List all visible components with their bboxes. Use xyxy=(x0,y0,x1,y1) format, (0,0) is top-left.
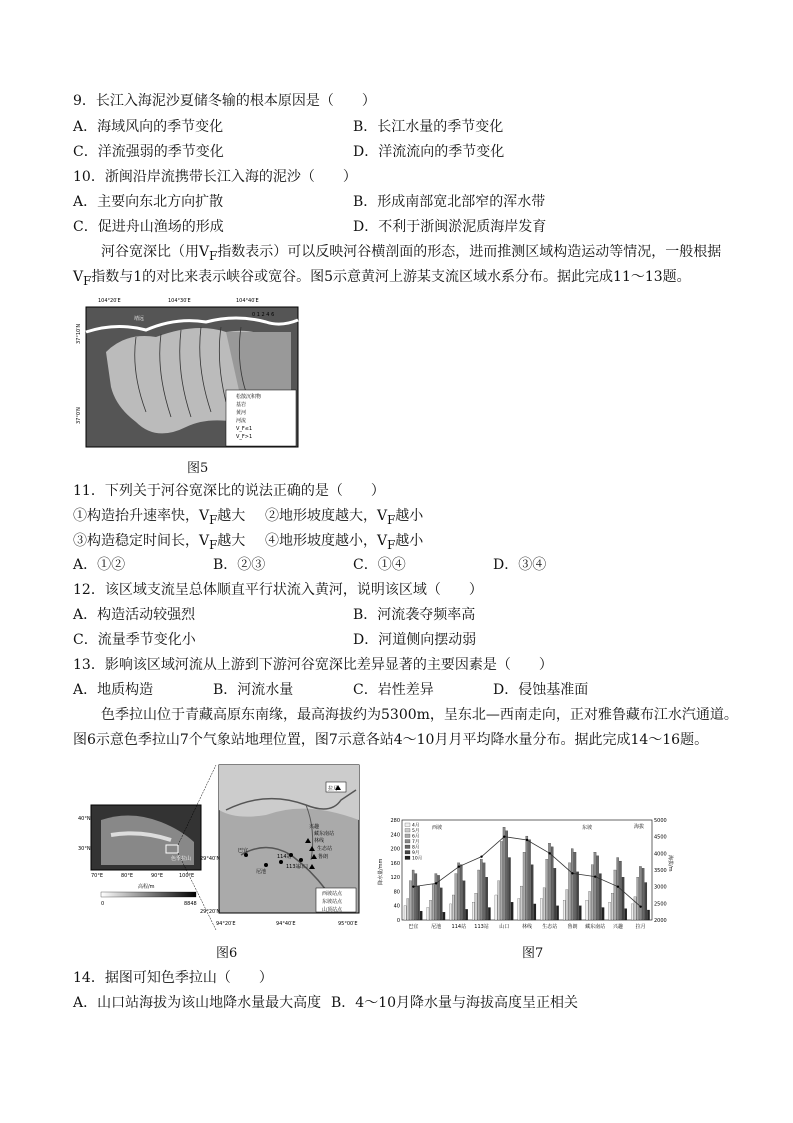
fig7-bar xyxy=(548,843,550,920)
q9-option-b: B．长江水量的季节变化 xyxy=(353,119,504,135)
fig7-west-label: 西坡 xyxy=(432,825,443,831)
q11-option-c: C．①④ xyxy=(353,557,406,573)
fig7-bar xyxy=(622,877,624,920)
fig7-bar xyxy=(625,909,627,920)
fig7-bar xyxy=(617,858,619,921)
fig6-station-8: 鲁朗 xyxy=(318,854,329,860)
fig7-bar xyxy=(556,906,558,920)
fig7-bar xyxy=(486,877,488,920)
q13-option-c: C．岩性差异 xyxy=(353,682,434,698)
fig5-lat-2: 37°0′N xyxy=(76,407,82,424)
fig7-legend-alt: 海拔 xyxy=(634,824,645,830)
q11-statement-4: ④地形坡度越小，$V_F$越小 xyxy=(265,533,424,552)
fig7-legend-swatch xyxy=(405,840,410,844)
fig7-bar xyxy=(463,881,465,920)
intro2-line1: 色季拉山位于青藏高原东南缘，最高海拔约为5300m，呈东北—西南走向，正对雅鲁藏布江水汽通道。 xyxy=(101,707,738,723)
fig7-bar xyxy=(511,902,513,920)
fig6-legend-3: 山顶站点 xyxy=(322,907,343,913)
fig7-bar xyxy=(518,899,520,920)
fig7-altitude-point xyxy=(480,855,482,857)
fig7-bar xyxy=(457,863,459,920)
fig5-legend-2: 基岩 xyxy=(236,402,247,408)
fig5-scale: 0 1 2 4 6 xyxy=(252,312,275,318)
fig7-bar xyxy=(488,908,490,921)
fig7-x-tick: 山口 xyxy=(499,924,510,930)
fig7-bar xyxy=(475,893,477,920)
fig7-bar xyxy=(460,865,462,920)
fig6-station-11: 拉月 xyxy=(328,786,339,792)
fig6-legend-1: 西坡站点 xyxy=(322,891,343,897)
fig7-bar xyxy=(472,902,474,920)
fig7-bar xyxy=(591,865,593,920)
fig7-x-tick: 鲁朗 xyxy=(567,924,578,930)
fig7-x-tick: 巴宜 xyxy=(408,924,419,930)
q11-option-b: B．②③ xyxy=(213,557,266,573)
fig5-lon-3: 104°40′E xyxy=(236,298,259,304)
fig6-station-2: 尼池 xyxy=(256,869,267,875)
fig7-bar xyxy=(563,900,565,920)
fig6-station-7: 生态站 xyxy=(317,846,333,852)
q11-option-a: A．①② xyxy=(73,557,126,573)
fig7-y-tick: 160 xyxy=(390,860,400,867)
fig7-bar xyxy=(576,872,578,920)
fig7-legend-swatch xyxy=(405,851,410,855)
fig7-x-tick: 生态站 xyxy=(542,924,558,930)
fig7-y-tick: 80 xyxy=(393,889,400,896)
fig6-map-lat-2: 29°20′N xyxy=(200,909,221,915)
fig7-bar xyxy=(551,847,553,920)
fig7-legend-swatch xyxy=(405,829,410,833)
q9-option-d: D．洋流流向的季节变化 xyxy=(353,144,505,160)
fig7-bar xyxy=(440,888,442,920)
fig7-legend-label: 10月 xyxy=(412,856,423,862)
figure6-map xyxy=(76,760,366,938)
fig7-altitude-point xyxy=(571,872,573,874)
q12-option-a: A．构造活动较强烈 xyxy=(73,607,196,623)
fig6-inset-lon-4: 100°E xyxy=(179,873,195,879)
fig7-bar xyxy=(455,874,457,920)
q9-option-c: C．洋流强弱的季节变化 xyxy=(73,144,224,160)
fig7-bar xyxy=(531,865,533,920)
q14-stem: 14．据图可知色季拉山（ ） xyxy=(73,970,273,986)
fig7-y-tick: 240 xyxy=(390,832,400,839)
fig7-bar xyxy=(609,902,611,920)
fig7-y2-tick: 3500 xyxy=(654,868,667,874)
fig7-bar xyxy=(599,874,601,920)
fig6-map-lon-2: 94°40′E xyxy=(276,921,296,927)
fig7-altitude-point xyxy=(412,885,414,887)
fig7-y-tick: 120 xyxy=(390,875,400,882)
fig7-bar xyxy=(642,868,644,920)
fig7-y2label: 海拔/m xyxy=(667,855,673,872)
fig7-legend-swatch xyxy=(405,823,410,827)
fig7-bar xyxy=(546,859,548,920)
fig7-x-tick: 114站 xyxy=(451,924,467,930)
fig7-y2-tick: 4500 xyxy=(654,834,667,841)
fig7-altitude-point xyxy=(458,865,460,867)
fig7-bar xyxy=(528,840,530,920)
q11-statement-2: ②地形坡度越大，$V_F$越小 xyxy=(265,508,424,527)
fig7-bar xyxy=(543,888,545,920)
fig5-legend-1: 松散沉积物 xyxy=(236,394,262,400)
fig7-bar xyxy=(619,861,621,920)
fig7-bar xyxy=(579,906,581,920)
fig7-y-tick: 280 xyxy=(390,818,400,824)
fig7-x-tick: 113站 xyxy=(474,924,489,930)
fig7-y-tick: 40 xyxy=(393,903,400,910)
fig7-bar xyxy=(571,849,573,920)
fig7-altitude-point xyxy=(526,839,528,841)
fig6-inset-lat-1: 40°N xyxy=(78,816,91,822)
fig7-legend-label: 6月 xyxy=(412,834,420,840)
q11-statement-1: ①构造抬升速率快，$V_F$越大 xyxy=(73,508,246,527)
fig7-bar xyxy=(639,866,641,920)
q11-statement-3: ③构造稳定时间长，$V_F$越大 xyxy=(73,533,246,552)
fig7-bar xyxy=(554,868,556,920)
figure7-caption: 图7 xyxy=(522,946,544,961)
fig6-map-lon-1: 94°20′E xyxy=(216,921,236,927)
fig6-inset-label: 色季拉山 xyxy=(171,856,192,862)
fig7-legend-label: 9月 xyxy=(412,851,420,856)
fig7-y2-tick: 5000 xyxy=(654,818,667,824)
fig7-bar xyxy=(432,884,434,920)
fig7-bar xyxy=(540,899,542,920)
q13-stem: 13．影响该区域河流从上游到下游河谷宽深比差异显著的主要因素是（ ） xyxy=(73,657,553,673)
q10-stem: 10．浙闽沿岸流携带长江入海的泥沙（ ） xyxy=(73,169,357,185)
fig7-legend-swatch xyxy=(405,834,410,838)
fig6-station-1: 巴宜 xyxy=(238,848,249,854)
fig7-bar xyxy=(443,912,445,920)
fig7-bar xyxy=(523,852,525,920)
fig7-bar xyxy=(417,886,419,920)
q10-option-b: B．形成南部宽北部窄的浑水带 xyxy=(353,194,546,210)
fig7-bar xyxy=(614,870,616,920)
fig5-legend-4: 河流 xyxy=(236,418,247,424)
intro1-line2: $V_F$指数与1的对比来表示峡谷或宽谷。图5示意黄河上游某支流区域水系分布。据此完成11～13题。 xyxy=(73,269,691,288)
fig7-altitude-point xyxy=(435,882,437,884)
fig7-bar xyxy=(412,870,414,920)
intro1-line1: 河谷宽深比（用$V_F$指数表示）可以反映河谷横剖面的形态，进而推测区域构造运动等情况，一般根据 xyxy=(101,244,722,263)
fig6-elev-label: 高程/m xyxy=(138,884,155,890)
fig7-bar xyxy=(429,900,431,920)
fig7-legend-label: 4月 xyxy=(412,823,420,829)
fig7-legend-label: 5月 xyxy=(412,829,420,834)
intro2-line2: 图6示意色季拉山7个气象站地理位置，图7示意各站4～10月月平均降水量分布。据此完成14～16题。 xyxy=(73,732,709,748)
fig7-y2-tick: 2000 xyxy=(654,918,667,924)
q10-option-d: D．不利于浙闽淤泥质海岸发育 xyxy=(353,219,547,235)
fig7-bar xyxy=(594,852,596,920)
figure5-map xyxy=(76,292,302,452)
fig7-bar xyxy=(420,911,422,920)
fig5-lon-1: 104°20′E xyxy=(98,298,121,304)
q9-option-a: A．海域风向的季节变化 xyxy=(73,119,224,135)
fig6-map-lon-3: 95°00′E xyxy=(338,921,358,927)
fig7-x-tick: 林线 xyxy=(521,924,533,930)
fig5-lat-1: 37°10′N xyxy=(76,323,82,344)
figure6-caption: 图6 xyxy=(216,946,238,961)
fig7-bar xyxy=(500,841,502,920)
fig7-bar xyxy=(602,908,604,921)
q12-option-c: C．流量季节变化小 xyxy=(73,632,196,648)
fig7-bar xyxy=(508,858,510,921)
q11-stem: 11．下列关于河谷宽深比的说法正确的是（ ） xyxy=(73,483,385,499)
fig7-bar xyxy=(645,883,647,921)
fig7-x-tick: 兴趣 xyxy=(612,924,623,930)
fig5-legend-3: 黄河 xyxy=(236,410,247,416)
fig7-legend-swatch xyxy=(405,845,410,849)
fig6-elev-max: 8848 xyxy=(184,901,197,907)
fig7-bar xyxy=(631,904,633,920)
fig7-bar xyxy=(480,859,482,920)
fig7-bar xyxy=(647,910,649,920)
fig7-ylabel: 降水量/mm xyxy=(378,858,384,885)
fig7-altitude-point xyxy=(594,875,596,877)
fig7-bar xyxy=(520,886,522,920)
fig7-bar xyxy=(634,897,636,920)
q12-option-d: D．河道侧向摆动弱 xyxy=(353,632,477,648)
q12-stem: 12．该区域支流呈总体顺直平行状流入黄河，说明该区域（ ） xyxy=(73,582,483,598)
fig6-inset-lon-1: 70°E xyxy=(91,873,104,879)
fig6-legend-2: 东坡站点 xyxy=(322,899,343,905)
fig7-bar xyxy=(597,856,599,920)
fig7-bar xyxy=(435,874,437,920)
q10-option-a: A．主要向东北方向扩散 xyxy=(73,194,224,210)
fig7-altitude-point xyxy=(617,885,619,887)
q13-option-b: B．河流水量 xyxy=(213,682,294,698)
fig5-place: 靖远 xyxy=(134,316,145,322)
fig7-altitude-point xyxy=(639,905,641,907)
fig6-map-lat-1: 29°40′N xyxy=(200,856,221,862)
fig7-bar xyxy=(506,831,508,920)
fig7-bar xyxy=(478,870,480,920)
fig6-inset-lon-2: 80°E xyxy=(121,873,134,879)
fig7-bar xyxy=(637,877,639,920)
fig7-legend-label: 7月 xyxy=(412,840,420,845)
fig6-station-3: 114站 xyxy=(277,854,292,860)
q14-option-b: B．4～10月降水量与海拔高度呈正相关 xyxy=(331,995,579,1011)
fig7-y2-tick: 3000 xyxy=(654,884,667,891)
fig7-y-tick: 0 xyxy=(396,918,400,924)
fig6-station-5: 山口 xyxy=(298,864,309,870)
figure5-caption: 图5 xyxy=(187,461,209,476)
fig7-bar xyxy=(588,891,590,920)
fig6-inset-lon-3: 90°E xyxy=(151,873,164,879)
q13-option-a: A．地质构造 xyxy=(73,682,154,698)
fig7-bar xyxy=(574,852,576,920)
fig7-bar xyxy=(466,909,468,920)
fig7-bar xyxy=(452,895,454,920)
fig7-bar xyxy=(611,893,613,920)
fig7-legend-label: 8月 xyxy=(412,845,420,851)
fig7-y2-tick: 2500 xyxy=(654,901,667,908)
fig7-bar xyxy=(498,881,500,920)
fig6-station-9: 藏东南站 xyxy=(314,831,335,837)
fig7-bar xyxy=(566,890,568,920)
figure7-chart xyxy=(372,815,672,940)
fig6-station-4: 113站 xyxy=(286,864,301,870)
fig7-legend-swatch xyxy=(405,856,410,860)
fig7-bar xyxy=(415,874,417,920)
fig7-bar xyxy=(407,899,409,920)
q9-stem: 9．长江入海泥沙夏储冬输的根本原因是（ ） xyxy=(73,93,376,109)
fig7-east-label: 东坡 xyxy=(582,825,593,831)
fig6-inset-lat-2: 30°N xyxy=(78,846,91,852)
q13-option-d: D．侵蚀基准面 xyxy=(493,682,589,698)
fig7-bar xyxy=(495,895,497,920)
fig7-bar xyxy=(526,836,528,920)
fig6-station-6: 林线 xyxy=(314,838,325,844)
fig7-bar xyxy=(449,904,451,920)
fig7-bar xyxy=(534,904,536,920)
fig7-altitude-point xyxy=(503,835,505,837)
fig7-x-tick: 尼池 xyxy=(431,924,442,930)
fig7-altitude-point xyxy=(549,852,551,854)
fig5-lon-2: 104°30′E xyxy=(168,298,191,304)
fig7-x-tick: 拉月 xyxy=(635,924,646,930)
fig7-bar xyxy=(483,863,485,920)
q12-option-b: B．河流袭夺频率高 xyxy=(353,607,476,623)
fig6-station-10: 兴趣 xyxy=(309,824,320,830)
fig7-y2-tick: 4000 xyxy=(654,851,667,858)
q14-option-a: A．山口站海拔为该山地降水量最大高度 xyxy=(73,995,322,1011)
fig7-bar xyxy=(503,827,505,920)
fig5-legend-5: V_F≤1 xyxy=(236,426,253,432)
fig7-y-tick: 200 xyxy=(390,846,400,853)
q10-option-c: C．促进舟山渔场的形成 xyxy=(73,219,224,235)
q11-option-d: D．③④ xyxy=(493,557,547,573)
fig7-bar xyxy=(586,900,588,920)
fig7-x-tick: 藏东南站 xyxy=(585,924,606,930)
fig7-bar xyxy=(404,906,406,920)
fig5-legend-6: V_F>1 xyxy=(236,434,253,440)
fig6-elev-min: 0 xyxy=(101,901,105,907)
fig7-bar xyxy=(409,881,411,920)
fig7-bar xyxy=(427,908,429,921)
